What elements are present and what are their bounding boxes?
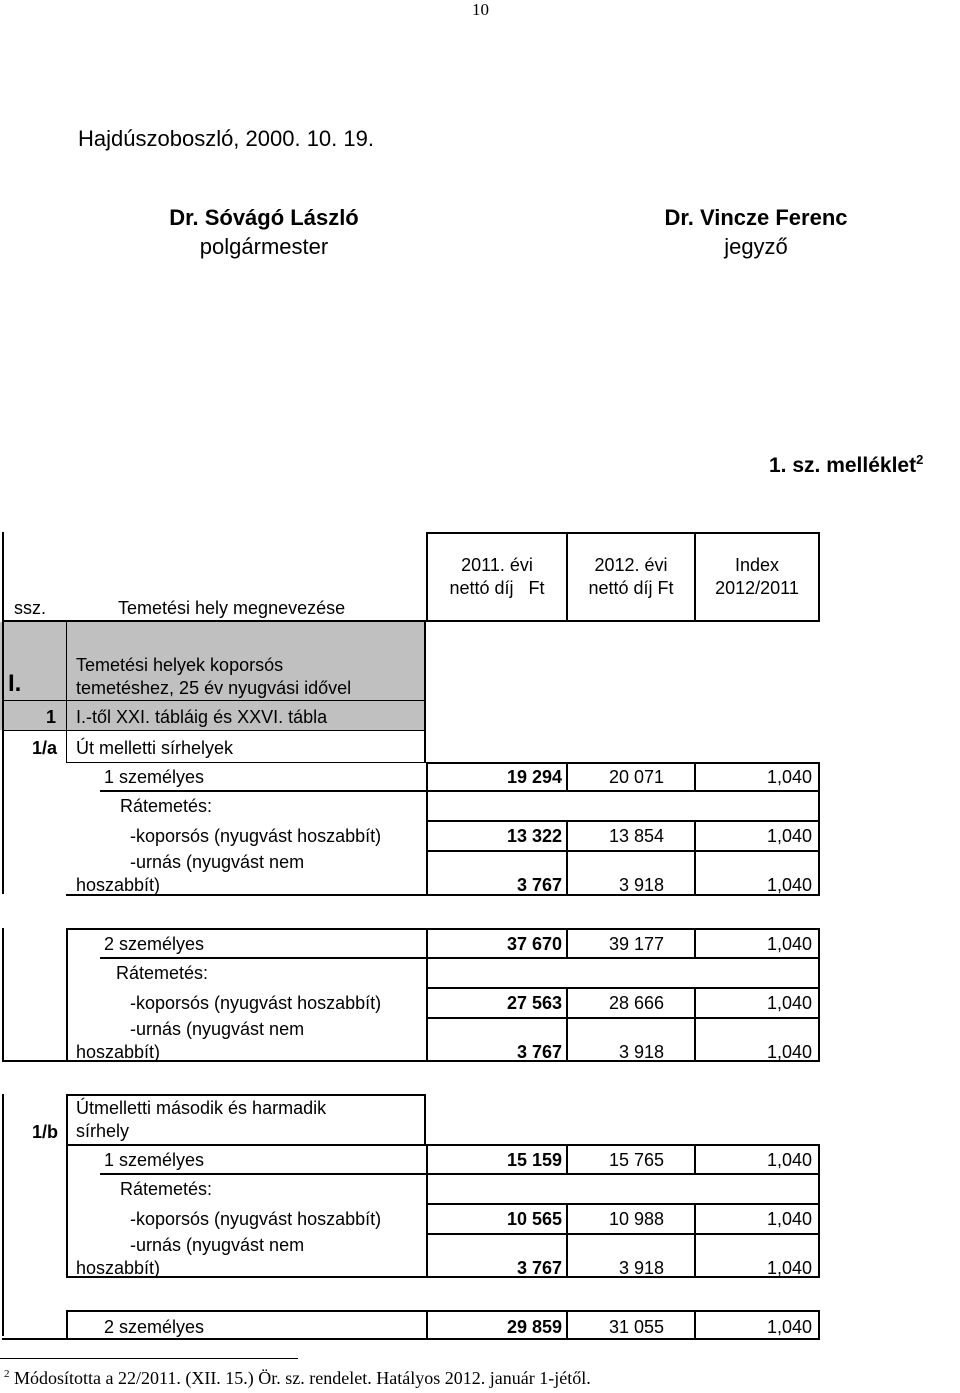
- row-fee-2011: 10 565: [506, 1209, 562, 1229]
- header-ssz: ssz.: [14, 598, 47, 618]
- row-label: -koporsós (nyugvást hoszabbít): [130, 826, 382, 846]
- row-fee-2011: 13 322: [506, 826, 562, 846]
- row-label: -urnás (nyugvást nem: [130, 1235, 305, 1255]
- page-number: 10: [472, 0, 489, 19]
- row-fee-2011: 29 859: [506, 1317, 562, 1337]
- row-label: 1 személyes: [104, 767, 205, 787]
- row-label: 2 személyes: [104, 1317, 205, 1337]
- row-index: 1,040: [766, 1042, 812, 1062]
- subgroup-1b-title: Útmelletti második és harmadik sírhely: [76, 1098, 327, 1141]
- row-fee-2011: 3 767: [516, 1042, 562, 1062]
- row-label-cont: hoszabbít): [76, 875, 161, 895]
- footnote-mark: 2: [4, 1368, 10, 1380]
- row-fee-2011: 19 294: [506, 767, 562, 787]
- row-label: 1 személyes: [104, 1150, 205, 1170]
- row-fee-2012: 39 177: [608, 934, 664, 954]
- row-fee-2011: 3 767: [516, 1258, 562, 1278]
- row-index: 1,040: [766, 1317, 812, 1337]
- row-label-cont: hoszabbít): [76, 1258, 161, 1278]
- row-fee-2011: 27 563: [506, 993, 562, 1013]
- row-fee-2011: 37 670: [506, 934, 562, 954]
- row-fee-2012: 31 055: [608, 1317, 664, 1337]
- row-fee-2012: 13 854: [608, 826, 664, 846]
- section-number: I.: [8, 670, 22, 697]
- row-label: Rátemetés:: [116, 963, 209, 983]
- row-fee-2012: 15 765: [608, 1150, 664, 1170]
- footnote: [4, 1368, 591, 1389]
- annex-label: 1. sz. melléklet$^2$: [769, 452, 924, 477]
- row-fee-2012: 20 071: [608, 767, 664, 787]
- row-index: 1,040: [766, 1209, 812, 1229]
- row-label: -koporsós (nyugvást hoszabbít): [130, 1209, 382, 1229]
- row-index: 1,040: [766, 1258, 812, 1278]
- row-fee-2012: 3 918: [618, 1042, 664, 1062]
- header-index: Index 2012/2011: [715, 555, 799, 598]
- row-label: -urnás (nyugvást nem: [130, 852, 305, 872]
- row-label: -urnás (nyugvást nem: [130, 1019, 305, 1039]
- place-date: Hajdúszoboszló, 2000. 10. 19.: [78, 126, 374, 151]
- row-label: 2 személyes: [104, 934, 205, 954]
- row-fee-2011: 15 159: [506, 1150, 562, 1170]
- notary-title: jegyző: [724, 234, 788, 259]
- annex-footnote-ref: 2: [916, 452, 924, 467]
- row-index: 1,040: [766, 826, 812, 846]
- row-label: -koporsós (nyugvást hoszabbít): [130, 993, 382, 1013]
- row-label: Rátemetés:: [120, 1179, 213, 1199]
- row-fee-2012: 3 918: [618, 875, 664, 895]
- mayor-name: Dr. Sóvágó László: [169, 205, 359, 230]
- header-name: Temetési hely megnevezése: [118, 598, 346, 618]
- header-fee-2012: 2012. évi nettó díj Ft: [588, 555, 674, 598]
- row-index: 1,040: [766, 767, 812, 787]
- footnote-text: Módosította a 22/2011. (XII. 15.) Ör. sz. rendelet. Hatályos 2012. január 1-jétől.: [14, 1368, 591, 1388]
- row-fee-2012: 28 666: [608, 993, 664, 1013]
- row-fee-2012: 10 988: [608, 1209, 664, 1229]
- section-title: Temetési helyek koporsós temetéshez, 25 év nyugvási idővel: [76, 655, 352, 698]
- row-fee-2011: 3 767: [516, 875, 562, 895]
- subgroup-1a-number: 1/a: [32, 738, 58, 758]
- subsection-title: I.-től XXI. tábláig és XXVI. tábla: [76, 707, 328, 727]
- row-index: 1,040: [766, 934, 812, 954]
- header-fee-2011: 2011. évi nettó díj Ft: [449, 555, 545, 598]
- subsection-number: 1: [46, 707, 57, 727]
- row-index: 1,040: [766, 875, 812, 895]
- row-index: 1,040: [766, 993, 812, 1013]
- row-index: 1,040: [766, 1150, 812, 1170]
- row-label: Rátemetés:: [120, 796, 213, 816]
- mayor-title: polgármester: [199, 234, 329, 259]
- subgroup-1b-number: 1/b: [32, 1122, 59, 1142]
- row-label-cont: hoszabbít): [76, 1042, 161, 1062]
- notary-name: Dr. Vincze Ferenc: [664, 205, 848, 230]
- subgroup-1a-title: Út melletti sírhelyek: [76, 738, 234, 758]
- row-fee-2012: 3 918: [618, 1258, 664, 1278]
